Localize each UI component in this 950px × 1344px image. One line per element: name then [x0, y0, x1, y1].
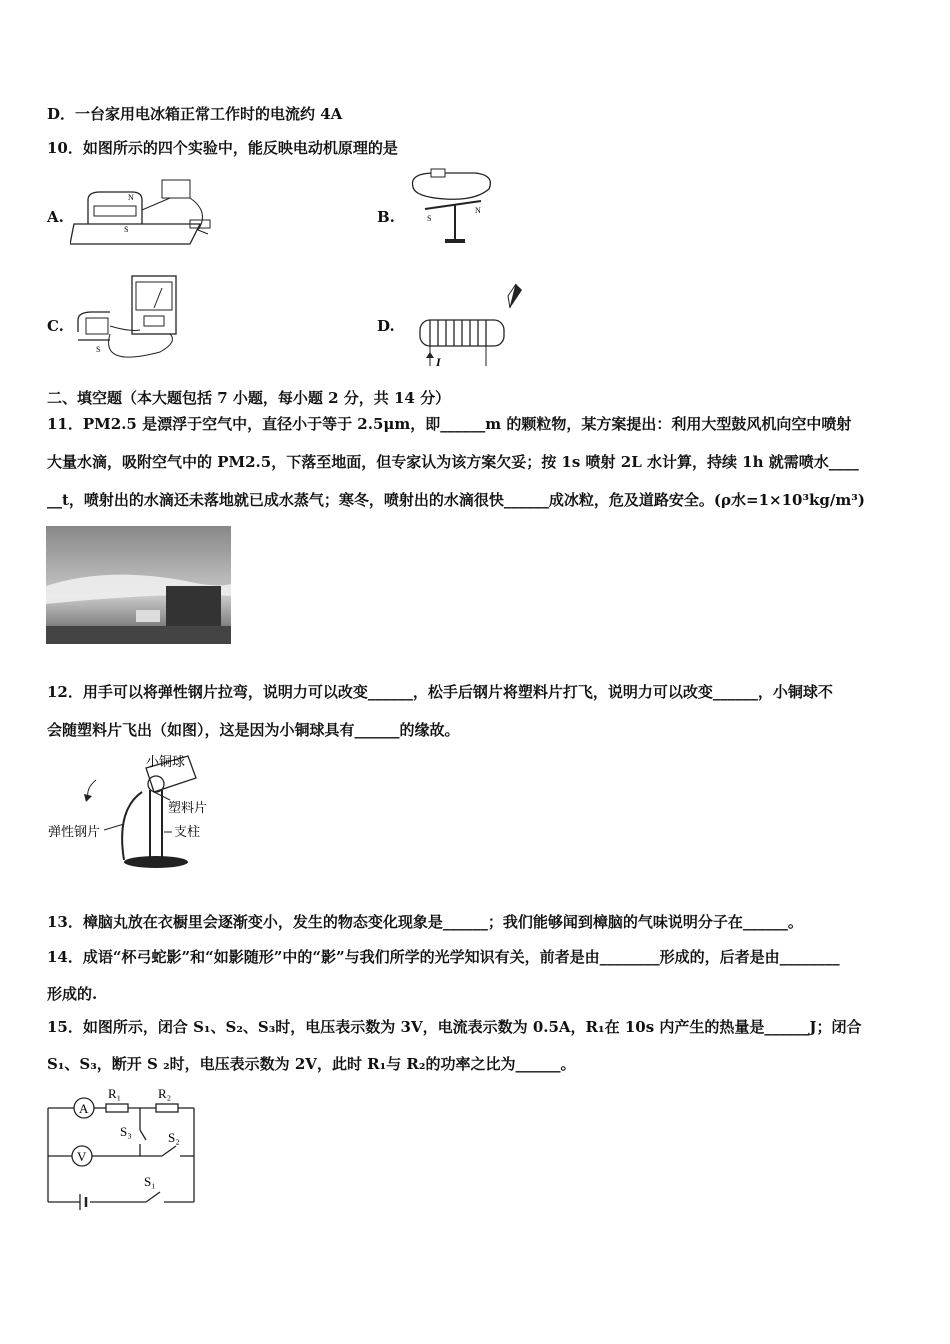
label-pillar: 支柱	[174, 824, 201, 839]
q11-line2: 大量水滴，吸附空气中的 PM2.5，下落至地面，但专家认为该方案欠妥；按 1s 喷射 2L 水计算，持续 1h 就需喷水____	[47, 453, 859, 471]
fig-a-s-pole: S	[124, 225, 129, 234]
q15-line2: S₁、S₃，断开 S ₂时，电压表示数为 2V，此时 R₁与 R₂的功率之比为______。	[47, 1055, 576, 1073]
q9-option-d: D．一台家用电冰箱正常工作时的电流约 4A	[47, 105, 343, 123]
q13-line1: 13．樟脑丸放在衣橱里会逐渐变小，发生的物态变化现象是______；我们能够闻到樟脑的气味说明分子在______。	[47, 913, 803, 931]
q10-label-c: C.	[47, 317, 64, 335]
voltmeter-label: V	[77, 1149, 87, 1164]
q12-line1: 12．用手可以将弹性钢片拉弯，说明力可以改变______，松手后钢片将塑料片打飞，说明力可以改变______，小铜球不	[47, 683, 833, 701]
fig-c-s-pole: S	[96, 345, 101, 354]
q10-stem: 10．如图所示的四个实验中，能反映电动机原理的是	[47, 139, 398, 157]
q15-line1: 15．如图所示，闭合 S₁、S₂、S₃时，电压表示数为 3V，电流表示数为 0.5A，R₁在 10s 内产生的热量是______J；闭合	[47, 1018, 862, 1036]
q10-figure-d	[412, 282, 532, 370]
fig-a-n-pole: N	[128, 193, 134, 202]
q11-photo	[46, 526, 231, 644]
q11-line1: 11．PM2.5 是漂浮于空气中，直径小于等于 2.5μm，即______m 的颗粒物，某方案提出：利用大型鼓风机向空中喷射	[47, 415, 852, 433]
fig-b-n-pole: N	[475, 206, 481, 215]
ammeter-label: A	[79, 1101, 89, 1116]
q12-line2: 会随塑料片飞出（如图），这是因为小铜球具有______的缘故。	[47, 721, 460, 739]
section2-title: 二、填空题（本大题包括 7 小题，每小题 2 分，共 14 分）	[47, 389, 451, 407]
q15-circuit	[46, 1084, 201, 1214]
s2-label: S₂	[168, 1130, 180, 1145]
q10-figure-b	[405, 165, 505, 250]
q10-label-d: D.	[377, 317, 395, 335]
q12-figure	[46, 750, 216, 875]
label-spring: 弹性钢片	[48, 824, 101, 839]
q10-figure-c	[70, 272, 188, 372]
q10-label-a: A.	[47, 208, 64, 226]
s3-label: S₃	[120, 1124, 132, 1139]
label-ball: 小铜球	[146, 754, 186, 769]
r1-label: R₁	[108, 1086, 122, 1101]
q14-line1: 14．成语“杯弓蛇影”和“如影随形”中的“影”与我们所学的光学知识有关，前者是由________形成的，后者是由________	[47, 948, 840, 966]
s1-label: S₁	[144, 1174, 156, 1189]
r2-label: R₂	[158, 1086, 172, 1101]
q10-label-b: B.	[377, 208, 395, 226]
current-label: I	[436, 355, 441, 369]
q10-figure-a	[70, 172, 220, 250]
q14-line2: 形成的.	[47, 985, 98, 1003]
label-plastic: 塑料片	[168, 800, 208, 815]
q11-line3: __t，喷射出的水滴还未落地就已成水蒸气；寒冬，喷射出的水滴很快______成冰粒，危及道路安全。(ρ水=1×10³kg/m³)	[47, 491, 865, 509]
fig-b-s-pole: S	[427, 214, 432, 223]
